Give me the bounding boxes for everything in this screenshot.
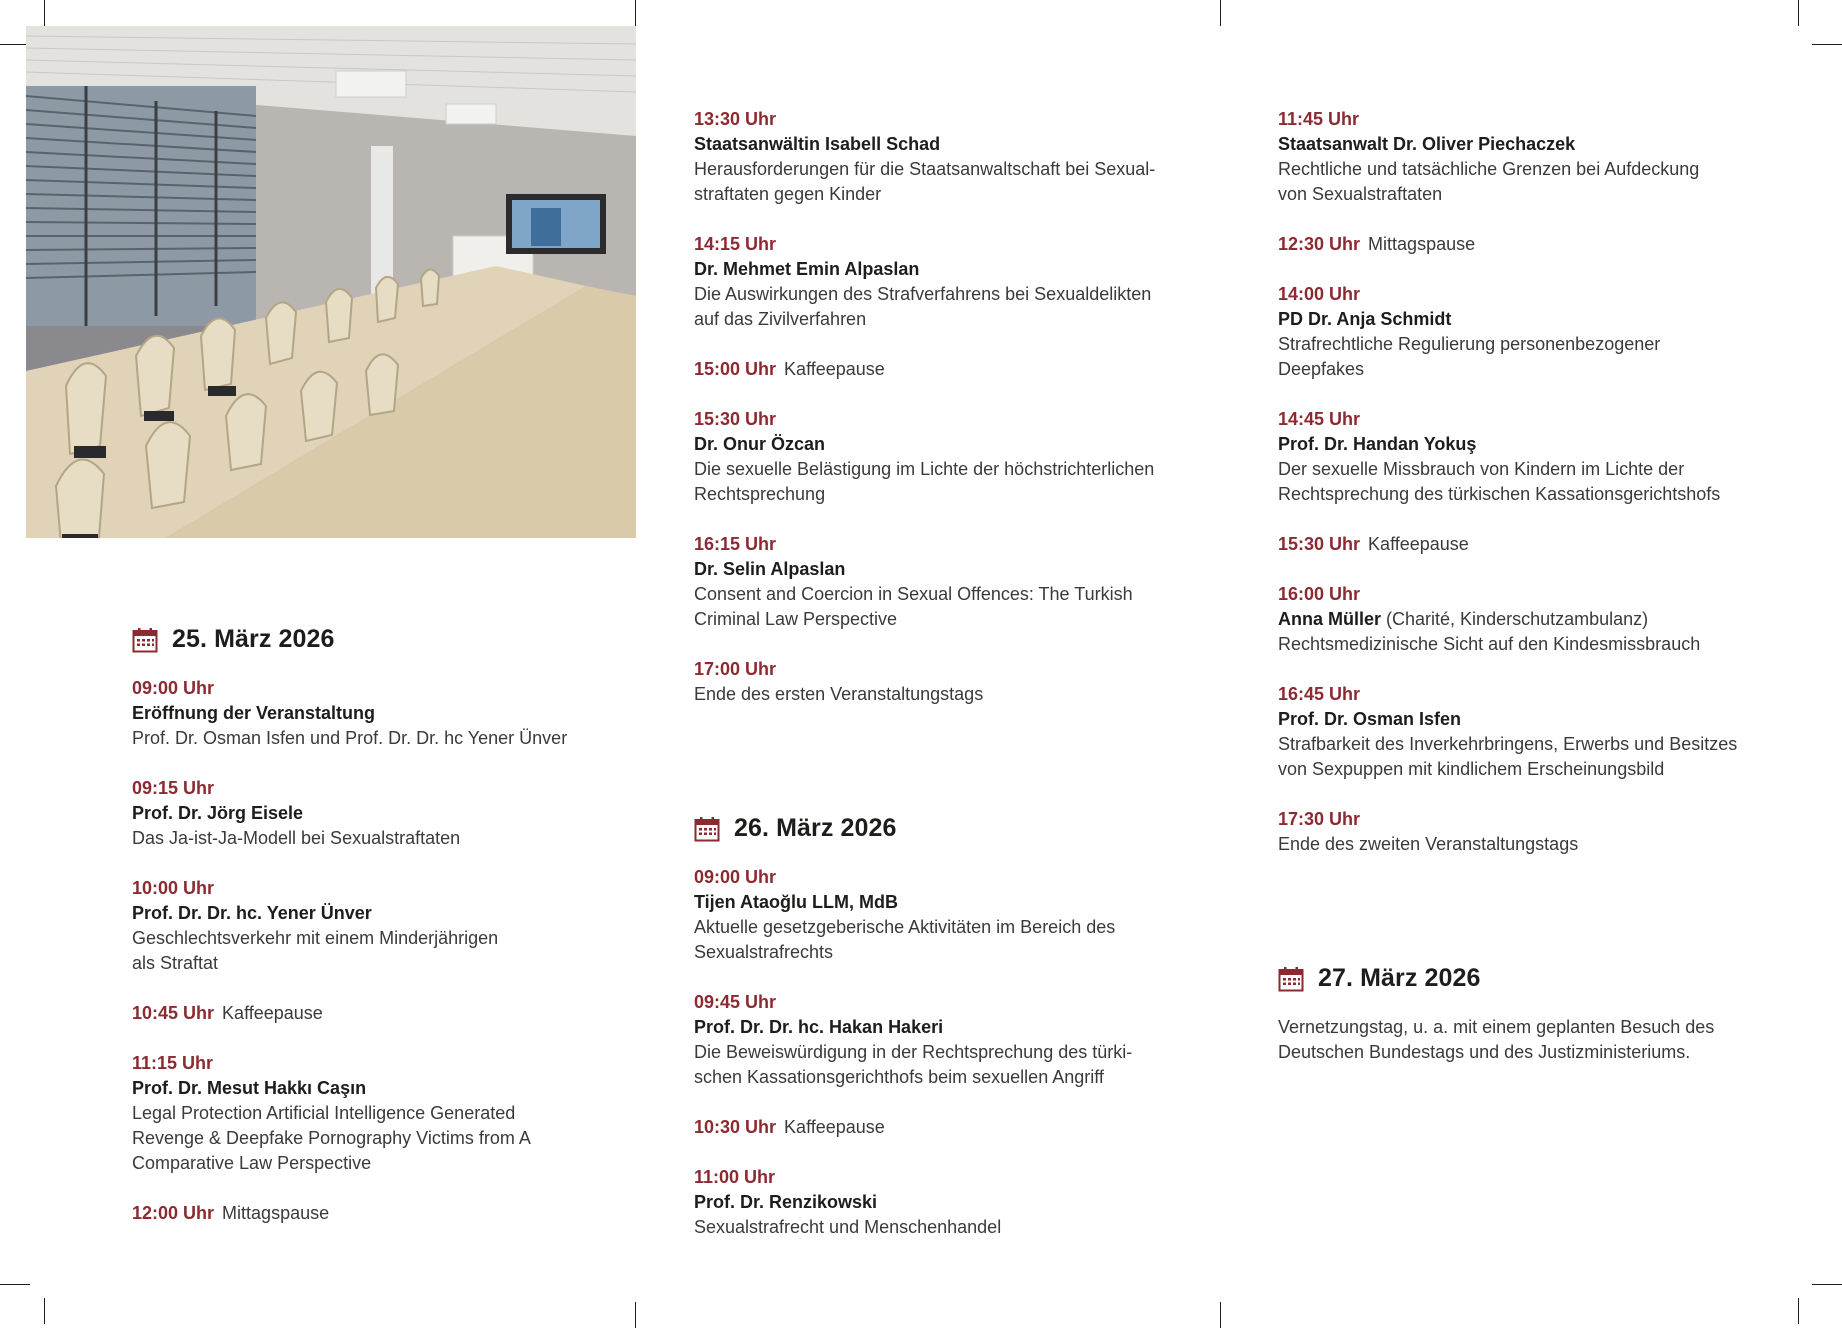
item-title: Sexualstrafrecht und Menschenhandel — [694, 1217, 1002, 1237]
item-pause: Kaffeepause — [1368, 534, 1469, 554]
crop-mark — [1798, 0, 1799, 26]
crop-mark — [1798, 1298, 1799, 1324]
program-item — [1278, 232, 1748, 257]
item-time: 15:00 Uhr — [694, 359, 777, 379]
column-day1-continued — [694, 107, 1164, 1265]
day-date: 26. März 2026 — [734, 814, 897, 842]
item-time: 10:45 Uhr — [132, 1003, 215, 1023]
item-time: 12:30 Uhr — [1278, 234, 1361, 254]
item-title-line: Legal Protection Artificial Intelligence Generated — [132, 1103, 516, 1123]
item-time: 17:30 Uhr — [1278, 809, 1361, 829]
calendar-icon — [132, 627, 158, 653]
item-time: 15:30 Uhr — [694, 409, 777, 429]
crop-mark — [635, 1302, 636, 1328]
item-title-line: Comparative Law Perspective — [132, 1153, 372, 1173]
item-title-line: Rechtsprechung des türkischen Kassationsgerichtshofs — [1278, 484, 1721, 504]
crop-mark — [44, 0, 45, 26]
crop-mark — [635, 0, 636, 26]
item-pause: Kaffeepause — [784, 359, 885, 379]
item-title-line: Die Auswirkungen des Strafverfahrens bei Sexualdelikten — [694, 284, 1152, 304]
item-time: 13:30 Uhr — [694, 109, 777, 129]
item-speaker: Prof. Dr. Mesut Hakkı Caşın — [132, 1078, 367, 1098]
item-pause: Kaffeepause — [222, 1003, 323, 1023]
seminar-room-photo — [26, 26, 636, 538]
program-item — [132, 1201, 602, 1226]
program-item — [694, 407, 1164, 507]
crop-mark — [0, 1284, 30, 1285]
item-speaker: PD Dr. Anja Schmidt — [1278, 309, 1452, 329]
item-title-line: Criminal Law Perspective — [694, 609, 898, 629]
item-time: 09:45 Uhr — [694, 992, 777, 1012]
item-title-line: straftaten gegen Kinder — [694, 184, 882, 204]
program-item — [694, 357, 1164, 382]
item-speaker: Prof. Dr. Jörg Eisele — [132, 803, 304, 823]
program-item — [132, 1051, 602, 1176]
day-heading — [694, 814, 1164, 843]
item-title-line: Deepfakes — [1278, 359, 1365, 379]
item-title: Ende des zweiten Veranstaltungstags — [1278, 834, 1579, 854]
item-time: 10:30 Uhr — [694, 1117, 777, 1137]
item-time: 17:00 Uhr — [694, 659, 777, 679]
item-time: 14:45 Uhr — [1278, 409, 1361, 429]
item-affiliation: (Charité, Kinderschutzambulanz) — [1386, 609, 1649, 629]
item-title-line: Herausforderungen für die Staatsanwaltschaft bei Sexual- — [694, 159, 1156, 179]
item-title-line: auf das Zivilverfahren — [694, 309, 867, 329]
program-item — [694, 1165, 1164, 1240]
program-item — [694, 865, 1164, 965]
crop-mark — [1812, 44, 1842, 45]
program-item — [132, 776, 602, 851]
program-item — [1278, 532, 1748, 557]
item-time: 09:00 Uhr — [694, 867, 777, 887]
item-title-line: von Sexualstraftaten — [1278, 184, 1443, 204]
program-item — [694, 532, 1164, 632]
program-item — [1278, 107, 1748, 207]
program-item — [694, 232, 1164, 332]
item-speaker: Dr. Onur Özcan — [694, 434, 826, 454]
item-title-line: Rechtsprechung — [694, 484, 826, 504]
item-time: 09:00 Uhr — [132, 678, 215, 698]
calendar-icon — [694, 816, 720, 842]
program-item — [132, 876, 602, 976]
item-time: 14:15 Uhr — [694, 234, 777, 254]
item-time: 16:45 Uhr — [1278, 684, 1361, 704]
item-title-line: Rechtliche und tatsächliche Grenzen bei Aufdeckung — [1278, 159, 1700, 179]
item-title: Rechtsmedizinische Sicht auf den Kindesmissbrauch — [1278, 634, 1701, 654]
item-time: 14:00 Uhr — [1278, 284, 1361, 304]
program-item — [694, 1115, 1164, 1140]
program-item — [1278, 682, 1748, 782]
item-speaker: Dr. Mehmet Emin Alpaslan — [694, 259, 920, 279]
item-pause: Kaffeepause — [784, 1117, 885, 1137]
calendar-icon — [1278, 966, 1304, 992]
program-item — [132, 1001, 602, 1026]
program-item — [132, 676, 602, 751]
item-time: 11:15 Uhr — [132, 1053, 214, 1073]
crop-mark — [1220, 0, 1221, 26]
item-title-line: Aktuelle gesetzgeberische Aktivitäten im Bereich des — [694, 917, 1116, 937]
program-item — [694, 657, 1164, 707]
item-time: 10:00 Uhr — [132, 878, 215, 898]
item-time: 16:15 Uhr — [694, 534, 777, 554]
item-speaker: Staatsanwalt Dr. Oliver Piechaczek — [1278, 134, 1576, 154]
item-time: 16:00 Uhr — [1278, 584, 1361, 604]
item-speaker: Anna Müller — [1278, 609, 1382, 629]
day-description — [1278, 1015, 1748, 1065]
item-time: 09:15 Uhr — [132, 778, 215, 798]
item-title: Das Ja-ist-Ja-Modell bei Sexualstraftaten — [132, 828, 461, 848]
item-time: 15:30 Uhr — [1278, 534, 1361, 554]
item-time: 11:00 Uhr — [694, 1167, 776, 1187]
item-speaker: Staatsanwältin Isabell Schad — [694, 134, 941, 154]
day-date: 25. März 2026 — [172, 625, 335, 653]
item-speaker: Dr. Selin Alpaslan — [694, 559, 846, 579]
description-line: Vernetzungstag, u. a. mit einem geplanten Besuch des — [1278, 1017, 1715, 1037]
item-speaker: Tijen Ataoğlu LLM, MdB — [694, 892, 898, 912]
item-title-line: Die sexuelle Belästigung im Lichte der höchstrichterlichen — [694, 459, 1155, 479]
crop-mark — [1812, 1284, 1842, 1285]
item-title-line: Der sexuelle Missbrauch von Kindern im Lichte der — [1278, 459, 1685, 479]
program-item — [1278, 807, 1748, 857]
crop-mark — [44, 1298, 45, 1324]
column-day2-continued — [1278, 107, 1748, 1065]
column-day1 — [132, 625, 602, 1251]
item-title: Prof. Dr. Osman Isfen und Prof. Dr. Dr. hc Yener Ünver — [132, 728, 568, 748]
item-title: Ende des ersten Veranstaltungstags — [694, 684, 984, 704]
item-speaker: Prof. Dr. Dr. hc. Hakan Hakeri — [694, 1017, 944, 1037]
day-heading — [132, 625, 602, 654]
item-pause: Mittagspause — [222, 1203, 330, 1223]
item-pause: Mittagspause — [1368, 234, 1476, 254]
item-title-line: schen Kassationsgerichthofs beim sexuellen Angriff — [694, 1067, 1104, 1087]
day-heading — [1278, 964, 1748, 993]
item-title-line: Die Beweiswürdigung in der Rechtsprechung des türki- — [694, 1042, 1133, 1062]
program-item — [694, 990, 1164, 1090]
item-title-line: Sexualstrafrechts — [694, 942, 834, 962]
item-speaker: Prof. Dr. Osman Isfen — [1278, 709, 1462, 729]
item-speaker: Prof. Dr. Handan Yokuş — [1278, 434, 1477, 454]
item-title-line: Consent and Coercion in Sexual Offences: The Turkish — [694, 584, 1133, 604]
day-date: 27. März 2026 — [1318, 964, 1481, 992]
item-speaker: Prof. Dr. Renzikowski — [694, 1192, 878, 1212]
item-title-line: als Straftat — [132, 953, 219, 973]
item-time: 12:00 Uhr — [132, 1203, 215, 1223]
item-speaker: Prof. Dr. Dr. hc. Yener Ünver — [132, 903, 372, 923]
program-item — [1278, 407, 1748, 507]
item-title-line: Revenge & Deepfake Pornography Victims from A — [132, 1128, 531, 1148]
crop-mark — [1220, 1302, 1221, 1328]
description-line: Deutschen Bundestags und des Justizministeriums. — [1278, 1042, 1691, 1062]
item-title-line: von Sexpuppen mit kindlichem Erscheinungsbild — [1278, 759, 1665, 779]
program-item — [1278, 582, 1748, 657]
item-time: 11:45 Uhr — [1278, 109, 1360, 129]
program-item — [1278, 282, 1748, 382]
program-item — [694, 107, 1164, 207]
item-heading: Eröffnung der Veranstaltung — [132, 703, 376, 723]
item-title-line: Strafbarkeit des Inverkehrbringens, Erwerbs und Besitzes — [1278, 734, 1738, 754]
item-title-line: Strafrechtliche Regulierung personenbezogener — [1278, 334, 1661, 354]
item-title-line: Geschlechtsverkehr mit einem Minderjährigen — [132, 928, 499, 948]
